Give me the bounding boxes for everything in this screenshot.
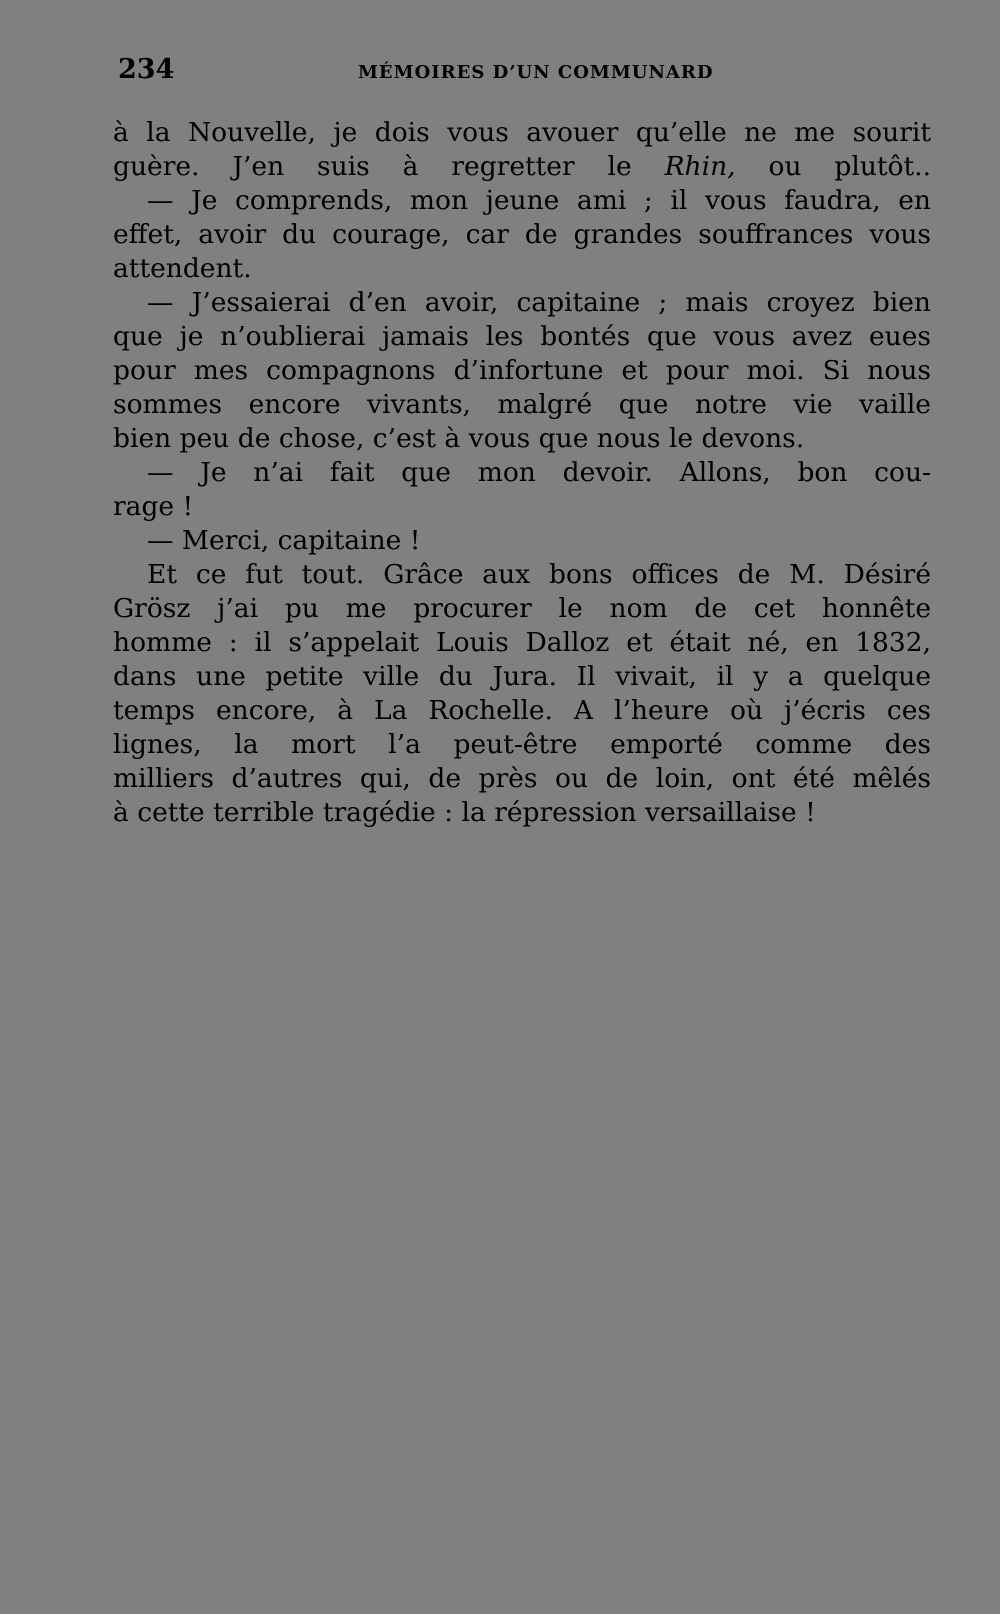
text-line-5: attendent.	[113, 253, 252, 284]
text-line-20: milliers d’autres qui, de près ou de loin, ont été mêlés	[113, 763, 931, 794]
running-title: MÉMOIRES D’UN COMMUNARD	[358, 62, 714, 83]
text-line-6: — J’essaierai d’en avoir, capitaine ; mais croyez bien	[147, 287, 931, 318]
text-line-13: — Merci, capitaine !	[147, 525, 421, 556]
text-line-2-end: ou plutôt..	[768, 151, 931, 182]
text-line-3: — Je comprends, mon jeune ami ; il vous faudra, en	[147, 185, 931, 216]
text-line-12: rage !	[113, 491, 194, 522]
text-line-7: que je n’oublierai jamais les bontés que vous avez eues	[113, 321, 931, 352]
body-text	[113, 116, 931, 830]
text-line-2-start: guère. J’en suis à regretter le	[113, 151, 632, 182]
running-head	[118, 50, 930, 90]
text-line-2	[113, 150, 931, 184]
text-line-17: dans une petite ville du Jura. Il vivait, il y a quelque	[113, 661, 931, 692]
page-number: 234	[118, 54, 175, 85]
text-line-15: Grösz j’ai pu me procurer le nom de cet honnête	[113, 593, 931, 624]
text-line-11: — Je n’ai fait que mon devoir. Allons, bon cou-	[147, 457, 931, 488]
text-line-18: temps encore, à La Rochelle. A l’heure où j’écris ces	[113, 695, 931, 726]
text-line-14: Et ce fut tout. Grâce aux bons offices de M. Désiré	[147, 559, 931, 590]
text-line-9: sommes encore vivants, malgré que notre vie vaille	[113, 389, 931, 420]
text-line-4: effet, avoir du courage, car de grandes souffrances vous	[113, 219, 931, 250]
text-line-10: bien peu de chose, c’est à vous que nous le devons.	[113, 423, 805, 454]
text-line-1: à la Nouvelle, je dois vous avouer qu’elle ne me sourit	[113, 117, 931, 148]
text-line-8: pour mes compagnons d’infortune et pour moi. Si nous	[113, 355, 931, 386]
italic-ship-name: Rhin,	[664, 151, 736, 182]
text-line-21: à cette terrible tragédie : la répression versaillaise !	[113, 797, 816, 828]
text-line-16: homme : il s’appelait Louis Dalloz et était né, en 1832,	[113, 627, 931, 658]
text-line-19: lignes, la mort l’a peut-être emporté comme des	[113, 729, 931, 760]
